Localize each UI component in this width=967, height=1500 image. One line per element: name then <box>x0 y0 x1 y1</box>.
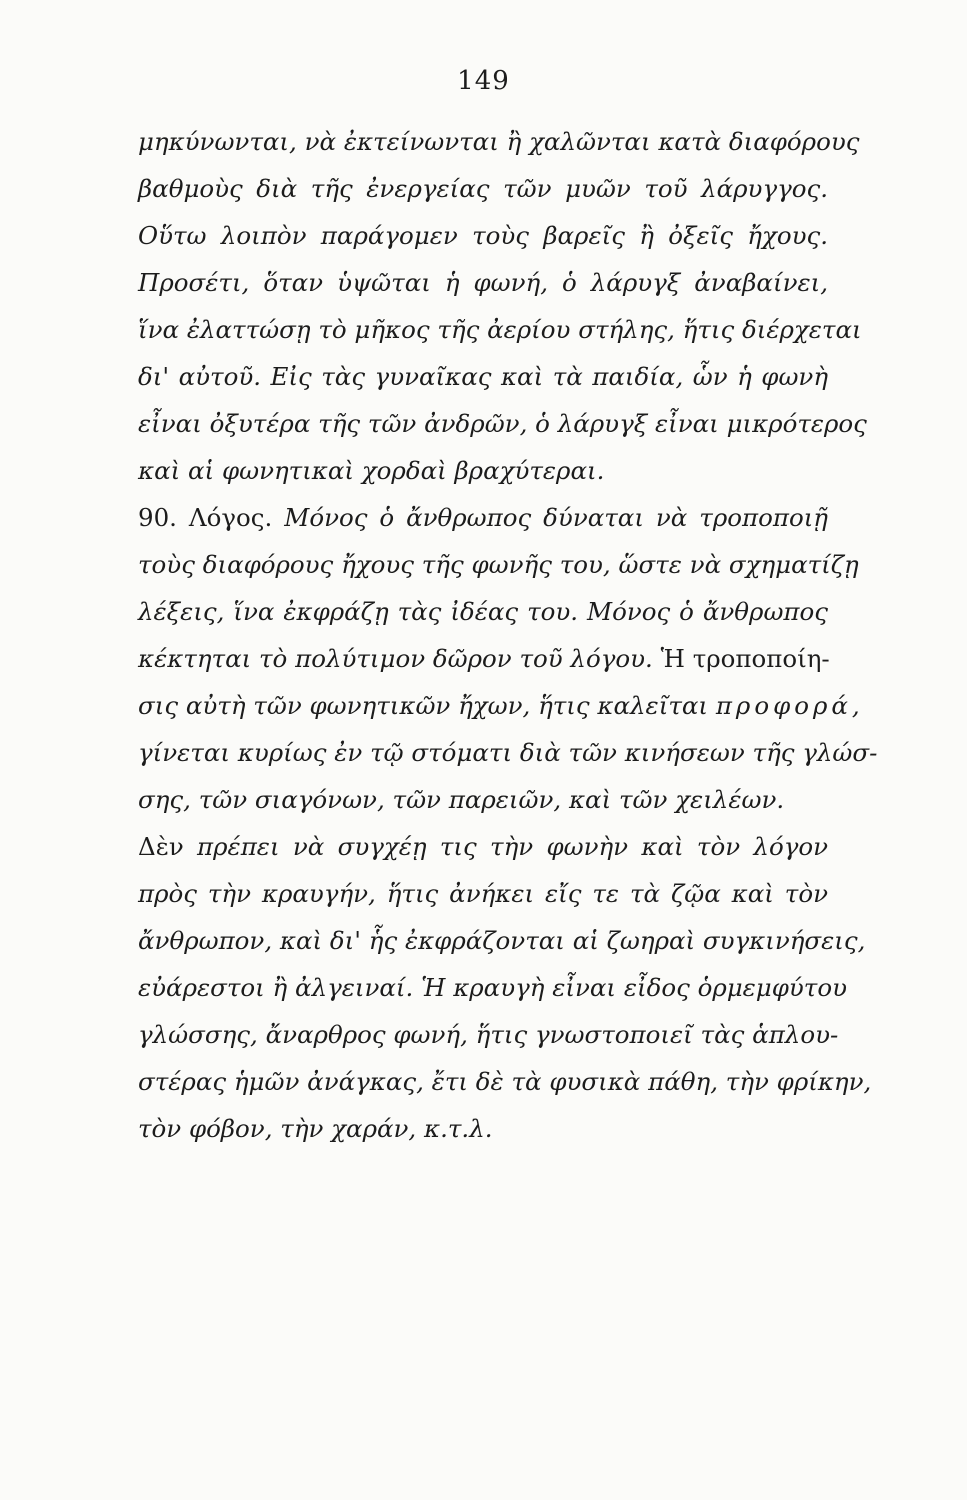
text-line: τὸν φόβον, τὴν χαράν, κ.τ.λ. <box>138 1114 493 1143</box>
text-line: πρὸς τὴν κραυγήν, ἥτις ἀνήκει εἴς τε τὰ ζῷα καὶ τὸν <box>138 879 828 908</box>
text-span: Ἡ τροποποίη- <box>660 644 830 673</box>
section-heading-line <box>138 494 828 541</box>
text-line <box>138 635 828 682</box>
text-span: σις αὐτὴ τῶν φωνητικῶν ἤχων, ἥτις καλεῖται <box>138 691 709 720</box>
text-span: πρέπει νὰ συγχέῃ τις τὴν φωνὴν καὶ τὸν λόγον <box>197 832 828 861</box>
text-span: κέκτηται τὸ πολύτιμον δῶρον τοῦ λόγου. <box>138 644 653 673</box>
text-line: σης, τῶν σιαγόνων, τῶν παρειῶν, καὶ τῶν χειλέων. <box>138 785 785 814</box>
text-span: Μόνος ὁ ἄνθρωπος δύναται νὰ τροποποιῇ <box>284 503 828 532</box>
page-number: 149 <box>457 66 510 96</box>
section-number: 90. <box>138 503 177 532</box>
text-line <box>138 682 864 729</box>
text-line: ἄνθρωπον, καὶ δι' ἧς ἐκφράζονται αἱ ζωηραὶ συγκινήσεις, <box>138 926 866 955</box>
text-line: εὐάρεστοι ἢ ἀλγειναί. Ἡ κραυγὴ εἶναι εἶδος ὁρμεμφύτου <box>138 973 847 1002</box>
text-line: μηκύνωνται, νὰ ἐκτείνωνται ἢ χαλῶνται κατὰ διαφόρους <box>138 127 860 156</box>
text-line: δι' αὐτοῦ. Εἰς τὰς γυναῖκας καὶ τὰ παιδία, ὧν ἡ φωνὴ <box>138 362 828 391</box>
text-line: λέξεις, ἵνα ἐκφράζῃ τὰς ἰδέας του. Μόνος ὁ ἄνθρωπος <box>138 597 828 626</box>
text-line: εἶναι ὀξυτέρα τῆς τῶν ἀνδρῶν, ὁ λάρυγξ εἶναι μικρότερος <box>138 409 867 438</box>
text-line: καὶ αἱ φωνητικαὶ χορδαὶ βραχύτεραι. <box>138 456 605 485</box>
text-line: βαθμοὺς διὰ τῆς ἐνεργείας τῶν μυῶν τοῦ λάρυγγος. <box>138 174 828 203</box>
text-line: ἵνα ἐλαττώσῃ τὸ μῆκος τῆς ἀερίου στήλης, ἥτις διέρχεται <box>138 315 862 344</box>
text-line: στέρας ἡμῶν ἀνάγκας, ἔτι δὲ τὰ φυσικὰ πάθη, τὴν φρίκην, <box>138 1067 872 1096</box>
section-title: Λόγος. <box>188 503 273 532</box>
text-line: τοὺς διαφόρους ἤχους τῆς φωνῆς του, ὥστε νὰ σχηματίζῃ <box>138 550 859 579</box>
text-line: Οὕτω λοιπὸν παράγομεν τοὺς βαρεῖς ἢ ὀξεῖς ἤχους. <box>138 221 828 250</box>
paragraph-first-word: Δὲν <box>138 832 184 861</box>
text-line: γίνεται κυρίως ἐν τῷ στόματι διὰ τῶν κινήσεων τῆς γλώσ- <box>138 738 878 767</box>
emphasized-term: προφορά, <box>715 691 864 720</box>
paragraph-first-line <box>138 823 828 870</box>
text-line: γλώσσης, ἄναρθρος φωνή, ἥτις γνωστοποιεῖ τὰς ἁπλου- <box>138 1020 839 1049</box>
page-body <box>138 118 878 1152</box>
text-line: Προσέτι, ὅταν ὑψῶται ἡ φωνή, ὁ λάρυγξ ἀναβαίνει, <box>138 268 828 297</box>
